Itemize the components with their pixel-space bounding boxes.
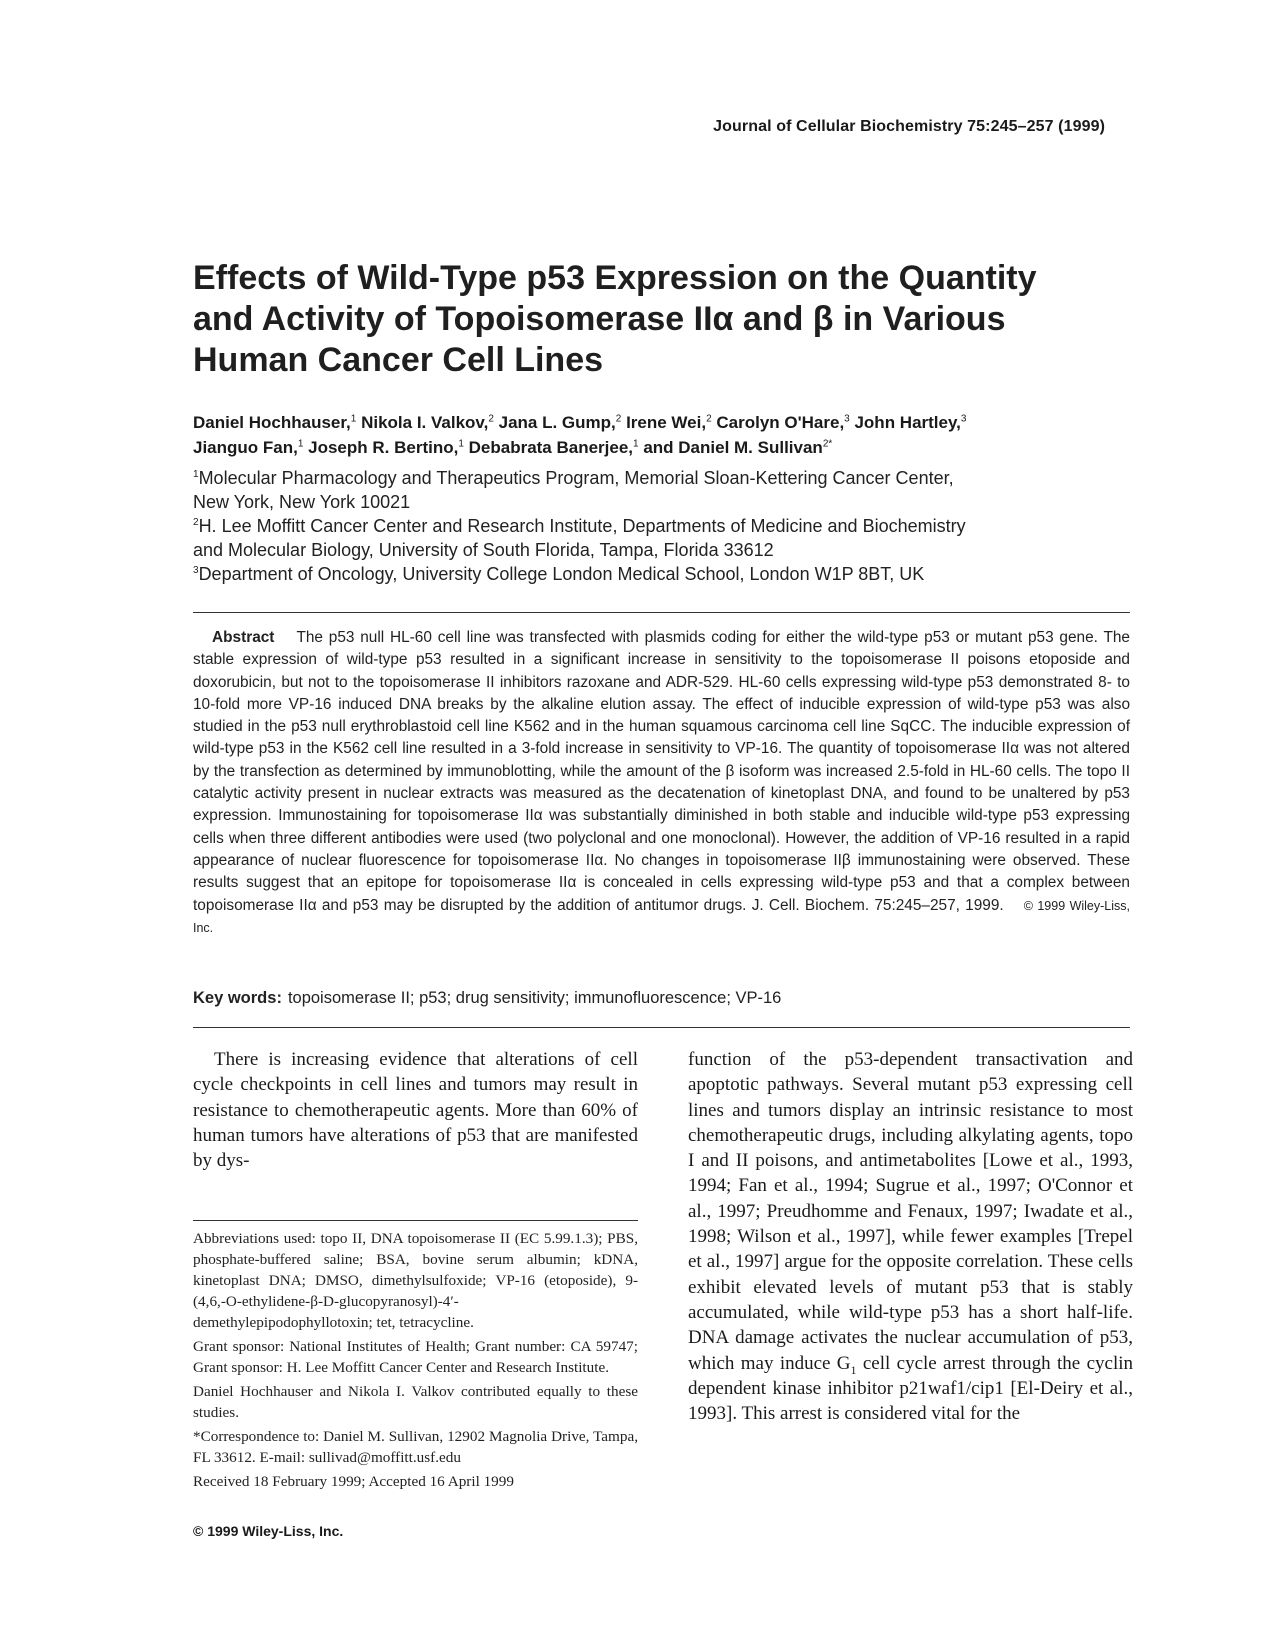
body-paragraph: function of the p53-dependent transactivation and apoptotic pathways. Several mutant p53 expressing cell lines and tumors display an intrinsic resistance to most chemotherapeutic drugs, including alkylating agents, topo I and II poisons, and antimetabolites [Lowe et al., 1993, 1994; Fan et al., 1994; Sugrue et al., 1997; O'Connor et al., 1997; Preudhomme and Fenaux, 1997; Iwadate et al., 1998; Wilson et al., 1997], while fewer examples [Trepel et al., 1997] argue for the opposite correlation. These cells exhibit elevated levels of mutant p53 that is stably accumulated, while wild-type p53 has a short half-life. DNA damage activates the nuclear accumulation of p53, which may induce $G_1$ cell cycle arrest through the cyclin dependent kinase inhibitor p21waf1/cip1 [El-Deiry et al., 1993]. This arrest is considered vital for the	[688, 1049, 1133, 1425]
author: and Daniel M. Sullivan$^{2*}$	[643, 438, 833, 457]
abstract-label: Abstract	[212, 629, 275, 646]
abstract-copyright: © 1999 Wiley-Liss, Inc.	[193, 898, 1130, 935]
author: Carolyn O'Hare,$^3$	[716, 413, 850, 432]
affiliation-1: $^1$Molecular Pharmacology and Therapeutics Program, Memorial Sloan-Kettering Cancer Center, New York, New York 10021	[193, 468, 954, 512]
keywords	[193, 989, 781, 1008]
footnote-received: Received 18 February 1999; Accepted 16 April 1999	[193, 1473, 514, 1490]
author: John Hartley,$^3$	[854, 413, 967, 432]
footnote-rule	[193, 1220, 638, 1221]
keywords-text: topoisomerase II; p53; drug sensitivity; immunofluorescence; VP-16	[287, 989, 782, 1007]
author: Jana L. Gump,$^2$	[498, 413, 622, 432]
divider	[193, 1027, 1130, 1028]
footnotes	[193, 1228, 638, 1495]
footnote-grant: Grant sponsor: National Institutes of Health; Grant number: CA 59747; Grant sponsor: H. Lee Moffitt Cancer Center and Research Institute.	[193, 1338, 638, 1376]
footnote-correspondence: *Correspondence to: Daniel M. Sullivan, 12902 Magnolia Drive, Tampa, FL 33612. E-mail: sullivad@moffitt.usf.edu	[193, 1428, 638, 1466]
body-paragraph: There is increasing evidence that alterations of cell cycle checkpoints in cell lines and tumors may result in resistance to chemotherapeutic agents. More than 60% of human tumors have alterations of p53 that are manifested by dys-	[193, 1049, 638, 1172]
divider	[193, 612, 1130, 613]
title-line-3: Human Cancer Cell Lines	[193, 341, 604, 379]
journal-header: Journal of Cellular Biochemistry 75:245–257 (1999)	[713, 118, 1105, 135]
title-line-2: and Activity of Topoisomerase IIα and β in Various	[193, 300, 1006, 338]
author: Nikola I. Valkov,$^2$	[361, 413, 494, 432]
article-title	[193, 258, 1093, 381]
abstract	[193, 627, 1130, 939]
author: Daniel Hochhauser,$^1$	[193, 413, 357, 432]
author-list	[193, 410, 1093, 460]
author: Joseph R. Bertino,$^1$	[308, 438, 464, 457]
affiliation-2: $^2$H. Lee Moffitt Cancer Center and Research Institute, Departments of Medicine and Biochemistry and Molecular Biology, University of South Florida, Tampa, Florida 33612	[193, 516, 966, 560]
abstract-text: The p53 null HL-60 cell line was transfected with plasmids coding for either the wild-type p53 or mutant p53 gene. The stable expression of wild-type p53 resulted in a significant increase in sensitivity to the topoisomerase II poisons etoposide and doxorubicin, but not to the topoisomerase II inhibitors razoxane and ADR-529. HL-60 cells expressing wild-type p53 demonstrated 8- to 10-fold more VP-16 induced DNA breaks by the alkaline elution assay. The effect of inducible expression of wild-type p53 was also studied in the p53 null erythroblastoid cell line K562 and in the human squamous carcinoma cell line SqCC. The inducible expression of wild-type p53 in the K562 cell line resulted in a 3-fold increase in sensitivity to VP-16. The quantity of topoisomerase IIα was not altered by the transfection as determined by immunoblotting, while the amount of the β isoform was increased 2.5-fold in HL-60 cells. The topo II catalytic activity present in nuclear extracts was measured as the decatenation of kinetoplast DNA, and found to be unaltered by p53 expression. Immunostaining for topoisomerase IIα was substantially diminished in both stable and inducible wild-type p53 expressing cells when three different antibodies were used (two polyclonal and one monoclonal). However, the addition of VP-16 resulted in a rapid appearance of nuclear fluorescence for topoisomerase IIα. No changes in topoisomerase IIβ immunostaining were observed. These results suggest that an epitope for topoisomerase IIα is concealed in cells expressing wild-type p53 and that a complex between topoisomerase IIα and p53 may be disrupted by the addition of antitumor drugs. J. Cell. Biochem. 75:245–257, 1999.	[193, 629, 1130, 914]
footnote-equal-contribution: Daniel Hochhauser and Nikola I. Valkov contributed equally to these studies.	[193, 1383, 638, 1421]
body-column-right	[688, 1047, 1133, 1426]
author: Irene Wei,$^2$	[626, 413, 712, 432]
footnote-abbreviations: Abbreviations used: topo II, DNA topoisomerase II (EC 5.99.1.3); PBS, phosphate-buffered saline; BSA, bovine serum albumin; kDNA, kinetoplast DNA; DMSO, dimethylsulfoxide; VP-16 (etoposide), 9-(4,6,-O-ethylidene-β-D-glucopyranosyl)-4′-demethylepipodophyllotoxin; tet, tetracycline.	[193, 1230, 638, 1331]
author: Debabrata Banerjee,$^1$	[468, 438, 639, 457]
author: Jianguo Fan,$^1$	[193, 438, 304, 457]
body-column-left	[193, 1047, 638, 1173]
affiliation-3: $^3$Department of Oncology, University College London Medical School, London W1P 8BT, UK	[193, 564, 925, 584]
title-line-1: Effects of Wild-Type p53 Expression on the Quantity	[193, 259, 1037, 297]
keywords-label: Key words:	[193, 989, 282, 1007]
footer-copyright: © 1999 Wiley-Liss, Inc.	[193, 1523, 344, 1539]
